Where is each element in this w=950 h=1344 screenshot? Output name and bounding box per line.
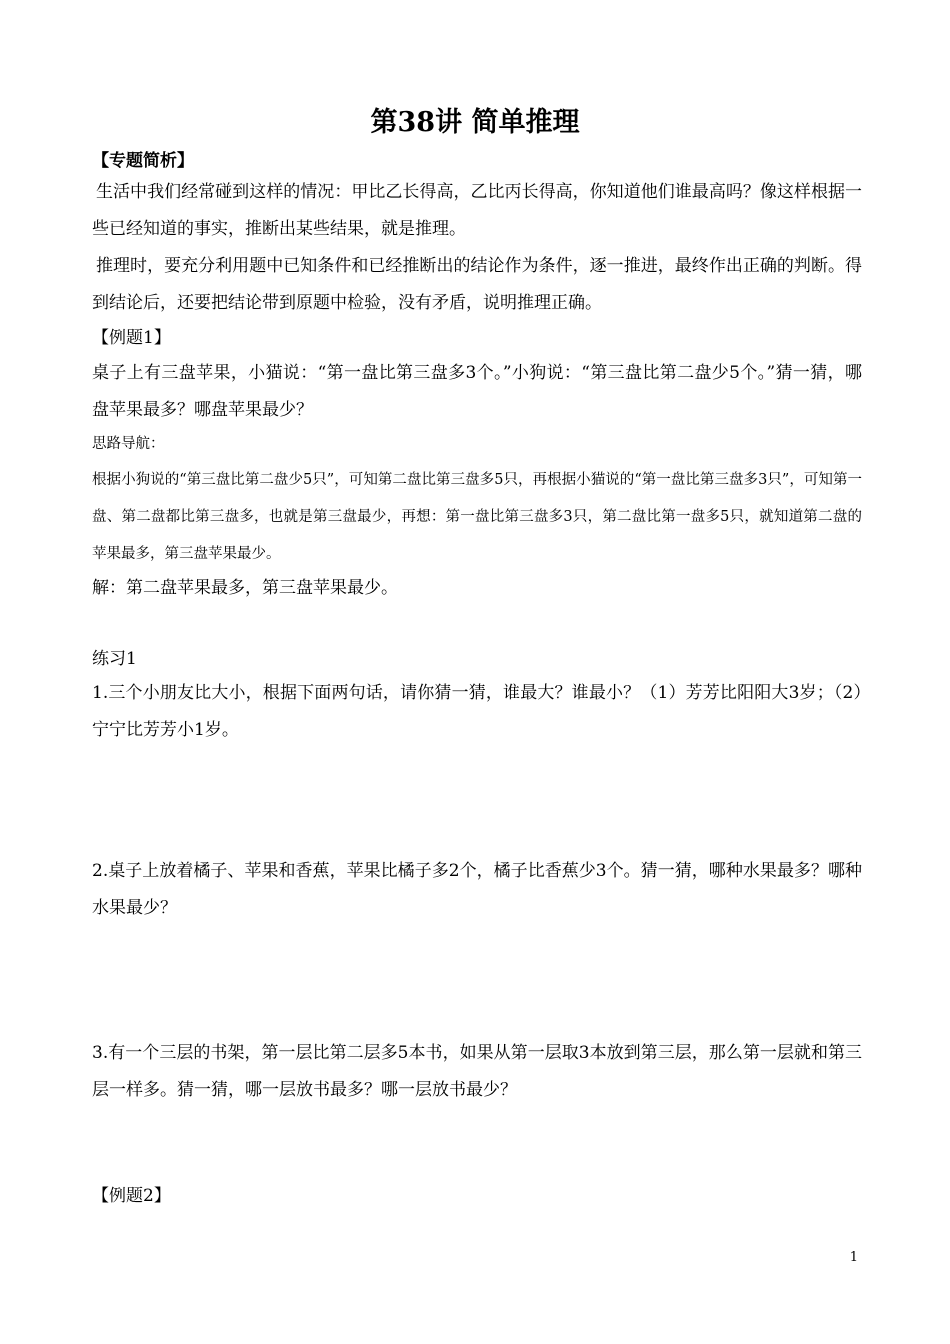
practice-1-question-2: 2.桌子上放着橘子、苹果和香蕉，苹果比橘子多2个，橘子比香蕉少3个。猜一猜，哪种水果最多？哪种水果最少？ [92,861,862,918]
example-1-question: 桌子上有三盘苹果，小猫说：“第一盘比第三盘多3个。”小狗说：“第三盘比第二盘少5个。”猜一猜，哪盘苹果最多？哪盘苹果最少？ [92,363,862,420]
example-1-solution: 解：第二盘苹果最多，第三盘苹果最少。 [92,578,398,598]
page-title: 第38讲 简单推理 [370,107,580,138]
practice-1-question-3: 3.有一个三层的书架，第一层比第二层多5本书，如果从第一层取3本放到第三层，那么第一层就和第三层一样多。猜一猜，哪一层放书最多？哪一层放书最少？ [92,1043,862,1100]
practice-1-question-1: 1.三个小朋友比大小，根据下面两句话，请你猜一猜，谁最大？谁最小？（1）芳芳比阳阳大3岁；（2）宁宁比芳芳小1岁。 [92,683,862,740]
page-number: 1 [849,1250,858,1265]
hint-label: 思路导航： [92,436,165,452]
practice-1-heading: 练习1 [92,649,137,669]
intro-paragraph-1: 生活中我们经常碰到这样的情况：甲比乙长得高，乙比丙长得高，你知道他们谁最高吗？像这样根据一些已经知道的事实，推断出某些结果，就是推理。 [92,182,862,239]
intro-paragraph-2: 推理时，要充分利用题中已知条件和已经推断出的结论作为条件，逐一推进，最终作出正确的判断。得到结论后，还要把结论带到原题中检验，没有矛盾，说明推理正确。 [92,256,862,313]
example-1-heading: 【例题1】 [92,328,171,348]
example-2-heading: 【例题2】 [92,1186,171,1206]
section-heading-intro: 【专题简析】 [92,151,194,171]
hint-text: 根据小狗说的“第三盘比第二盘少5只”，可知第二盘比第三盘多5只，再根据小猫说的“第一盘比第三盘多3只”，可知第一盘、第二盘都比第三盘多，也就是第三盘最少，再想：第一盘比第三盘多3只，第二盘比第一盘多5只，就知道第二盘的苹果最多，第三盘苹果最少。 [92,472,862,562]
